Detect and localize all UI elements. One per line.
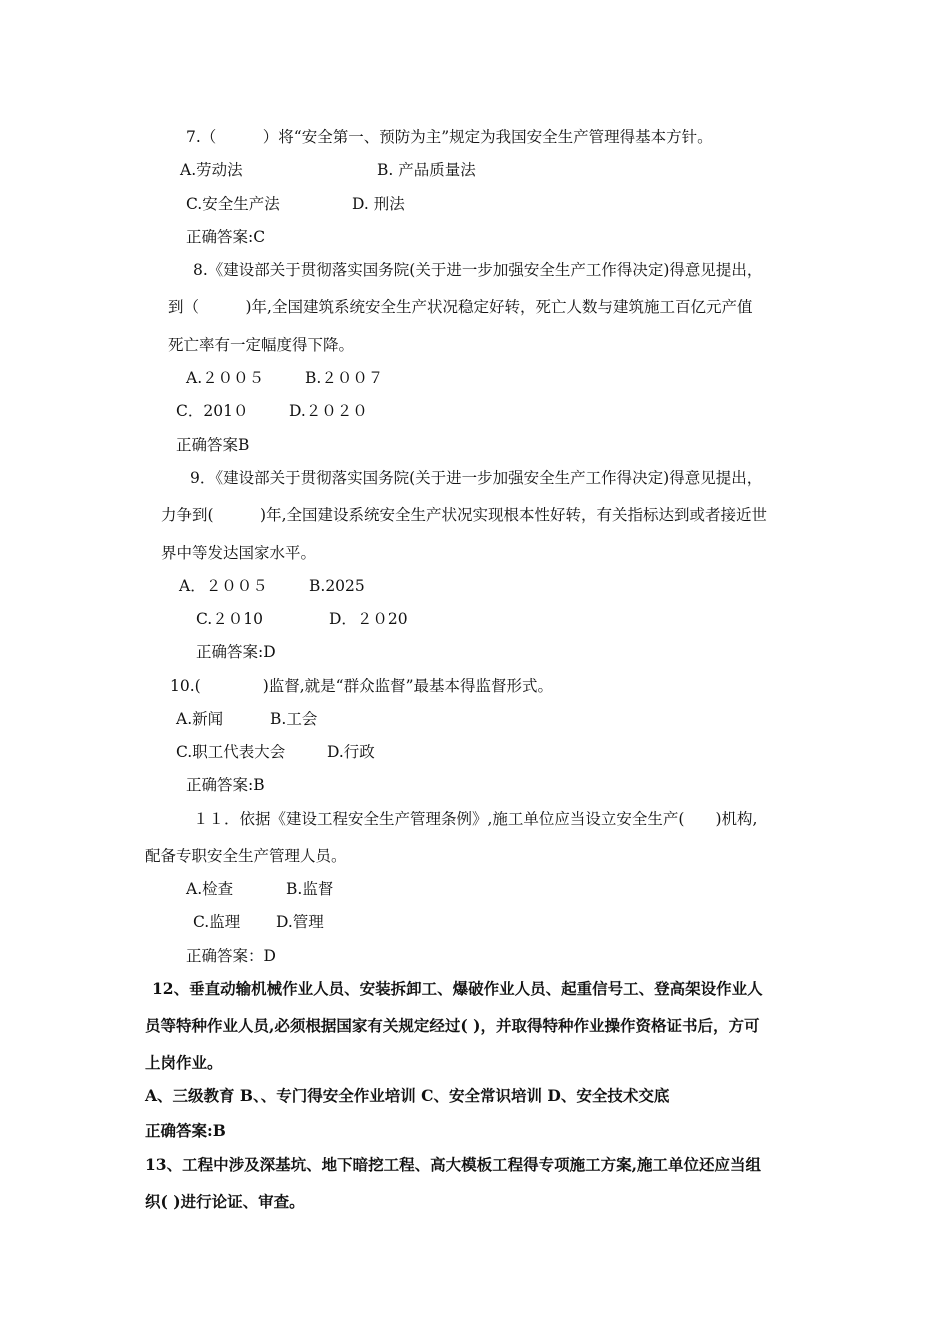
q9-option-a: A．２００５ <box>179 577 268 595</box>
q12-options: A、三级教育 B、、专门得安全作业培训 C、安全常识培训 D、安全技术交底 <box>145 1086 670 1105</box>
q10-stem: 10.( )监督,就是“群众监督”最基本得监督形式。 <box>170 677 554 695</box>
q9-option-b: B.2025 <box>309 577 365 595</box>
q9-option-d: D．２０20 <box>329 610 408 628</box>
q11-answer: 正确答案：D <box>186 947 276 965</box>
q9-stem-line1: 9．《建设部关于贯彻落实国务院(关于进一步加强安全生产工作得决定)得意见提出， <box>190 469 763 487</box>
q7-option-d: D. 刑法 <box>352 195 405 213</box>
q7-option-b: B. 产品质量法 <box>377 161 476 179</box>
q11-stem-line1: １１．依据《建设工程安全生产管理条例》,施工单位应当设立安全生产( )机构, <box>193 810 758 828</box>
q7-answer: 正确答案:C <box>186 228 266 246</box>
q10-option-d: D.行政 <box>327 743 375 761</box>
q8-stem-line2: 到（ )年,全国建筑系统安全生产状况稳定好转，死亡人数与建筑施工百亿元产值 <box>168 298 753 316</box>
q9-option-c: C.２０10 <box>196 610 263 628</box>
q11-option-d: D.管理 <box>276 913 324 931</box>
q8-answer: 正确答案B <box>176 436 250 454</box>
q9-answer: 正确答案:D <box>196 643 276 661</box>
q8-option-a: A.２００５ <box>186 369 265 387</box>
q8-option-c: C．201０ <box>176 402 249 420</box>
q8-option-d: D.２０２０ <box>289 402 368 420</box>
q8-stem-line3: 死亡率有一定幅度得下降。 <box>168 336 355 354</box>
q9-stem-line3: 界中等发达国家水平。 <box>161 544 317 562</box>
q10-answer: 正确答案:B <box>186 776 265 794</box>
q13-stem-line1: 13、工程中涉及深基坑、地下暗挖工程、高大模板工程得专项施工方案,施工单位还应当组 <box>145 1155 761 1174</box>
q11-option-b: B.监督 <box>286 880 334 898</box>
q11-stem-line2: 配备专职安全生产管理人员。 <box>145 847 347 865</box>
q13-stem-line2: 织( )进行论证、审查。 <box>145 1192 305 1211</box>
q12-stem-line3: 上岗作业。 <box>145 1053 223 1072</box>
q7-option-c: C.安全生产法 <box>186 195 280 213</box>
q10-option-c: C.职工代表大会 <box>176 743 286 761</box>
q12-stem-line2: 员等特种作业人员,必须根据国家有关规定经过( )，并取得特种作业操作资格证书后，方可 <box>145 1016 760 1035</box>
q10-option-b: B.工会 <box>270 710 318 728</box>
q8-stem-line1: 8.《建设部关于贯彻落实国务院(关于进一步加强安全生产工作得决定)得意见提出， <box>193 261 763 279</box>
q12-answer: 正确答案:B <box>145 1121 226 1140</box>
q11-option-a: A.检查 <box>186 880 234 898</box>
q10-option-a: A.新闻 <box>176 710 224 728</box>
q7-option-a: A.劳动法 <box>180 161 243 179</box>
q7-stem: 7.（ ）将“安全第一、预防为主”规定为我国安全生产管理得基本方针。 <box>186 128 713 146</box>
q11-option-c: C.监理 <box>193 913 241 931</box>
q9-stem-line2: 力争到( )年,全国建设系统安全生产状况实现根本性好转，有关指标达到或者接近世 <box>161 506 768 524</box>
q8-option-b: B.２００７ <box>305 369 384 387</box>
q12-stem-line1: 12、垂直动输机械作业人员、安装拆卸工、爆破作业人员、起重信号工、登高架设作业人 <box>152 979 763 998</box>
